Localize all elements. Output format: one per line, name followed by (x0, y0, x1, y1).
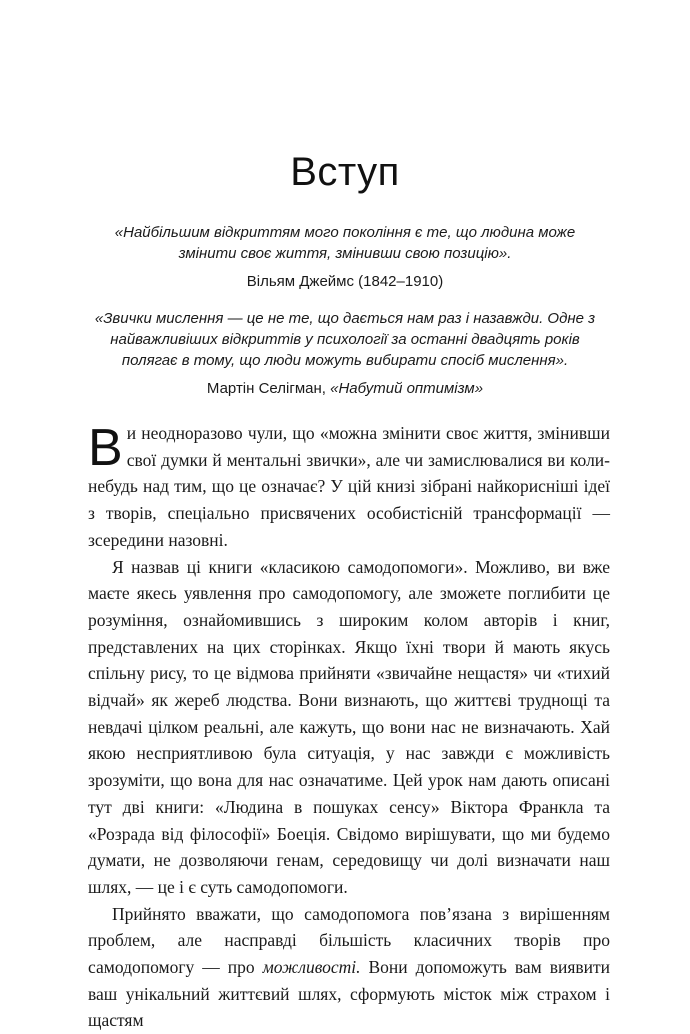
paragraph: Я назвав ці книги «класикою самодопомоги». Можливо, ви вже маєте якесь уявлення про самодопомогу, але зможете поглибити це розуміння, ознайомившись з широким колом авторів і книг, представлених на цих сторінках. Якщо їхні твори й мають якусь спільну рису, то це відмова прийняти «звичайне нещастя» чи «тихий відчай» як жереб людства. Вони визнають, що життєві труднощі та невдачі цілком реальні, але кажуть, що вони нас не визначають. Хай якою несприятливою була ситуація, у нас завжди є можливість зрозуміти, що вона для нас означатиме. Цей урок нам дають описані тут дві книги: «Людина в пошуках сенсу» Віктора Франкла та «Розрада від філософії» Боеція. Свідомо вирішувати, що ми будемо думати, не дозволяючи генам, середовищу чи долі визначати наш шлях, — це і є суть самодопомоги. (88, 556, 610, 897)
body-text (88, 420, 610, 1034)
paragraph-text: Вони допоможуть вам виявити ваш унікальний життєвий шлях, сформують місток між страхом і щастям (88, 957, 611, 1031)
epigraph-author: Вільям Джеймс (1842–1910) (246, 273, 444, 290)
paragraph (88, 420, 610, 554)
epigraph-quote: «Звички мислення — це не те, що дається нам раз і назавжди. Одне з найважливіших відкриттів у психології за останні двадцять років полягає в тому, що люди можуть вибирати спосіб мислення». (94, 310, 596, 369)
emphasis: можливості. (262, 957, 361, 978)
page-title: Вступ (290, 150, 400, 194)
epigraph-book-title: «Набутий оптимізм» (330, 380, 484, 397)
epigraph (90, 308, 600, 399)
paragraph (88, 901, 610, 1034)
paragraph-text: и неодноразово чули, що «можна змінити своє життя, змінивши свої думки й ментальні звички», але чи замислювалися ви коли-небудь над тим, що це означає? У цій книзі зібрані найкорисніші ідеї з творів, спеціально присвячених особистісній трансформації — зсередини назовні. (88, 423, 610, 550)
epigraph-author-line (90, 378, 600, 399)
epigraph-author: Мартін Селігман, (206, 380, 326, 397)
epigraph (90, 222, 600, 292)
epigraph-quote: «Найбільшим відкриттям мого покоління є те, що людина може змінити своє життя, змінивши свою позицію». (114, 224, 576, 262)
drop-cap: В (88, 419, 123, 477)
paragraph-text: Прийнято вважати, що самодопомога пов’язана з вирішенням проблем, але насправді більшість класичних творів про самодопомогу — про (88, 903, 610, 978)
